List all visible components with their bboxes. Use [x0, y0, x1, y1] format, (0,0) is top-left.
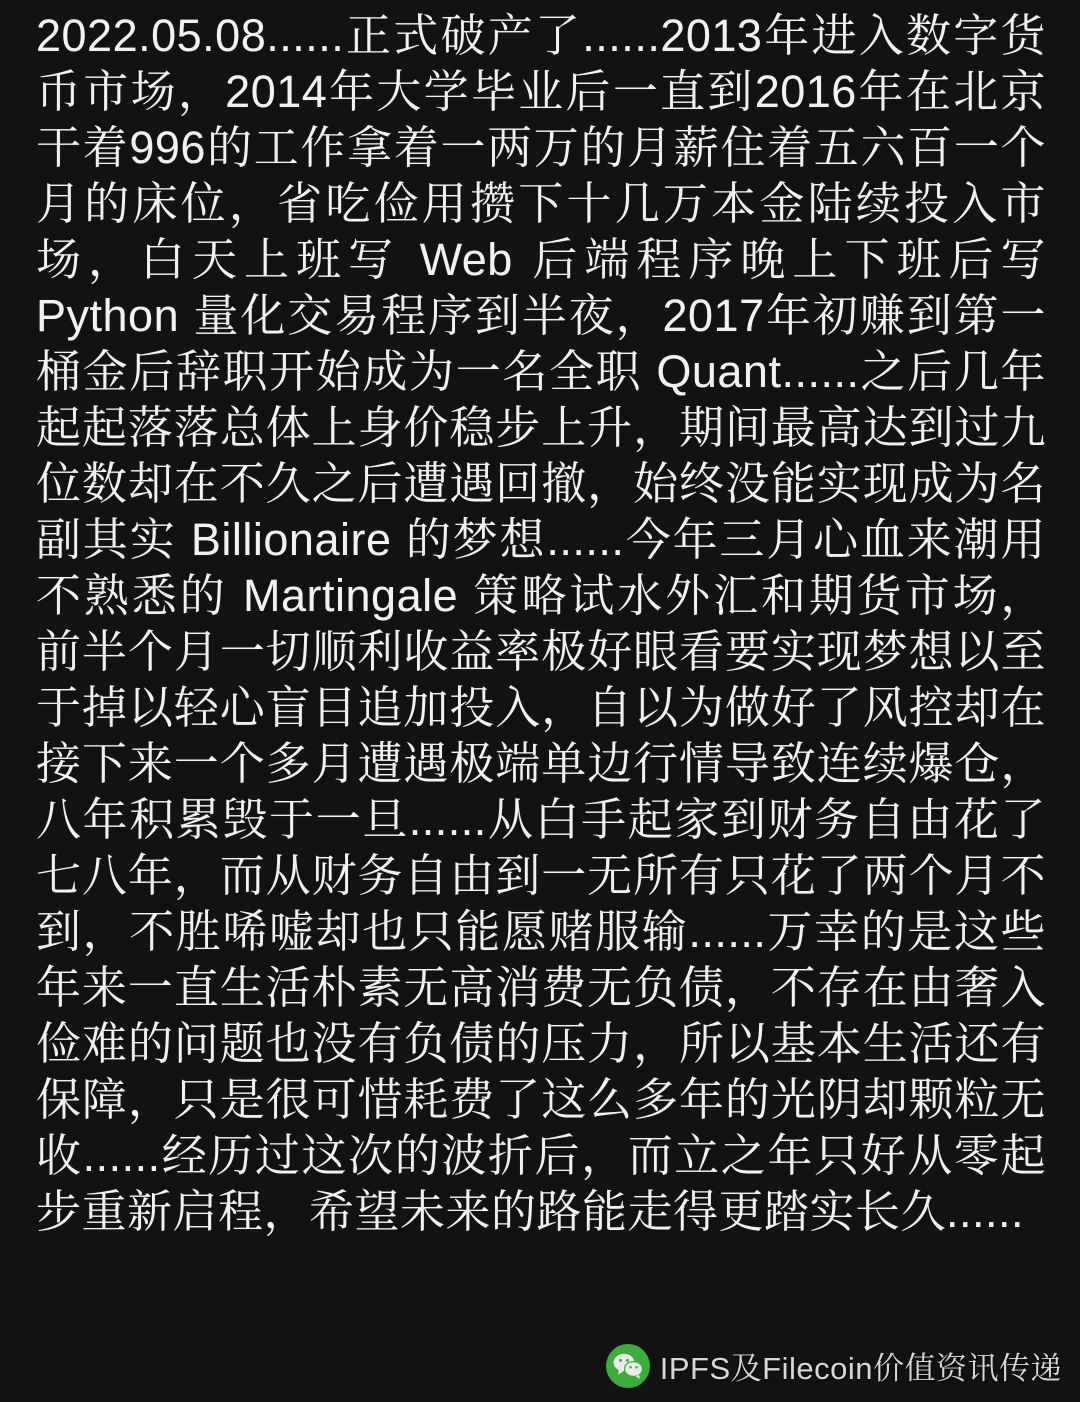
wechat-icon	[606, 1344, 650, 1388]
post-body-text: 2022.05.08......正式破产了......2013年进入数字货币市场，2014年大学毕业后一直到2016年在北京干着996的工作拿着一两万的月薪住着五六百一个月的床位，省吃俭用攒下十几万本金陆续投入市场，白天上班写 Web 后端程序晚上下班后写 Python 量化交易程序到半夜，2017年初赚到第一桶金后辞职开始成为一名全职 Quant......之后几年起起落落总体上身价稳步上升，期间最高达到过九位数却在不久之后遭遇回撤，始终没能实现成为名副其实 Billionaire 的梦想......今年三月心血来潮用不熟悉的 Martingale 策略试水外汇和期货市场，前半个月一切顺利收益率极好眼看要实现梦想以至于掉以轻心盲目追加投入，自以为做好了风控却在接下来一个多月遭遇极端单边行情导致连续爆仓，八年积累毁于一旦......从白手起家到财务自由花了七八年，而从财务自由到一无所有只花了两个月不到，不胜唏嘘却也只能愿赌服输......万幸的是这些年来一直生活朴素无高消费无负债，不存在由奢入俭难的问题也没有负债的压力，所以基本生活还有保障，只是很可惜耗费了这么多年的光阴却颗粒无收......经历过这次的波折后，而立之年只好从零起步重新启程，希望未来的路能走得更踏实长久......	[36, 10, 1046, 1238]
watermark	[606, 1343, 1062, 1388]
watermark-label: IPFS及Filecoin价值资讯传递	[659, 1351, 1062, 1386]
